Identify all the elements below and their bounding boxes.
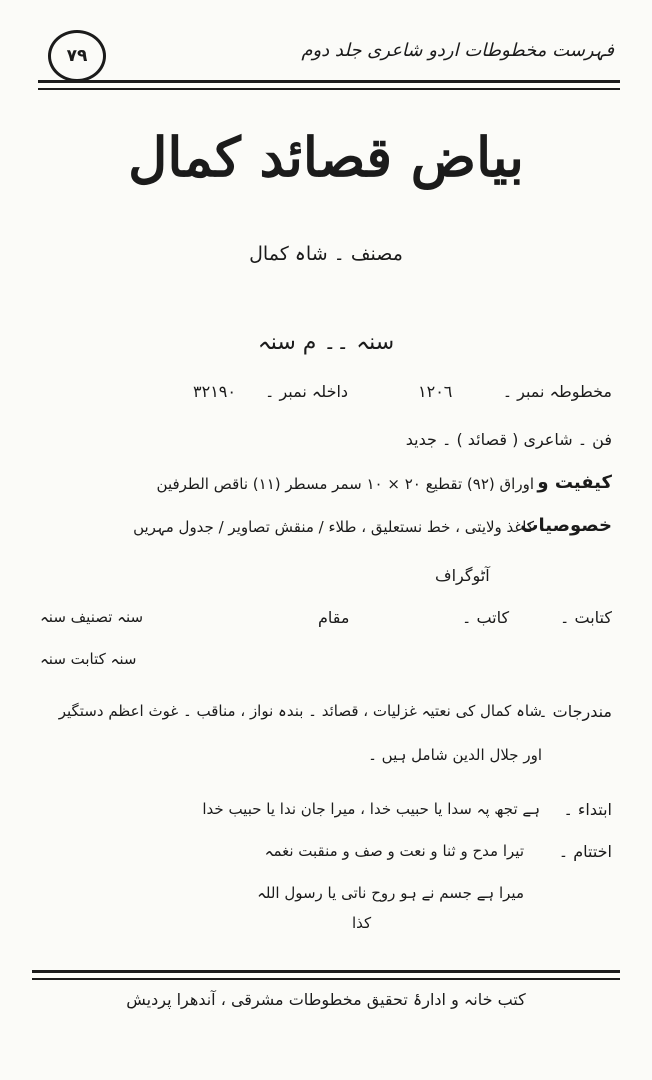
accession-label: داخلہ نمبر ۔ xyxy=(265,382,349,401)
footer-text: کتب خانہ و ادارۂ تحقیق مخطوطات مشرقی ، آندھرا پردیش xyxy=(126,990,526,1009)
year-copied: سنہ کتابت سنہ xyxy=(40,650,137,668)
autograph-note: آٹوگراف xyxy=(435,566,490,585)
genre-line: فن ۔ شاعری ( قصائد ) ۔ جدید xyxy=(405,430,612,449)
contents-line-1: شاہ کمال کی نعتیہ غزلیات ، قصائد ۔ بندہ نواز ، مناقب ۔ غوث اعظم دستگیر xyxy=(58,702,542,720)
kitabat-label: کتابت ۔ xyxy=(560,608,612,627)
beginning-label: ابتداء ۔ xyxy=(563,800,612,819)
manuscript-label: مخطوطہ نمبر ۔ xyxy=(502,382,612,401)
contents-label: مندرجات ۔ xyxy=(538,702,612,721)
kaifiyat-text: اوراق (٩٢) تقطیع ٢٠ × ١٠ سمر مسطر (١١) ناقص الطرفین xyxy=(156,475,534,493)
author-line: مصنف ۔ شاہ کمال xyxy=(249,243,403,265)
scribe-label: کاتب ۔ xyxy=(462,608,510,627)
year-composed: سنہ تصنیف سنہ xyxy=(40,608,144,626)
ending-line-2: میرا ہے جسم نے ہو روح ناتی یا رسول اللہ xyxy=(257,884,524,902)
header-rule-top xyxy=(38,80,620,83)
place-label: مقام xyxy=(318,608,350,627)
contents-line-2: اور جلال الدین شامل ہیں ۔ xyxy=(368,746,542,764)
ending-line-3: کذا xyxy=(352,914,372,932)
khususiyat-text: کاغذ ولایتی ، خط نستعلیق ، طلاء / منقش تصاویر / جدول مہریں xyxy=(133,518,534,536)
ending-line-1: تیرا مدح و ثنا و نعت و صف و منقبت نغمہ xyxy=(264,842,524,860)
beginning-text: ہے تجھ پہ سدا یا حبیب خدا ، میرا جان ندا یا حبیب خدا xyxy=(202,800,540,818)
kaifiyat-label: کیفیت و xyxy=(537,472,612,493)
page-title: بیاض قصائد کمال xyxy=(128,125,524,189)
page-number: ٧٩ xyxy=(48,30,106,82)
ending-label: اختتام ۔ xyxy=(558,842,612,861)
header-rule-bottom xyxy=(38,88,620,90)
running-header: فہرست مخطوطات اردو شاعری جلد دوم xyxy=(301,40,614,61)
footer-rule-bottom xyxy=(32,978,620,980)
footer-rule-top xyxy=(32,970,620,973)
manuscript-number: ١٢٠٦ xyxy=(418,382,453,401)
date-line: سنہ ۔۔ م سنہ xyxy=(257,330,395,355)
accession-number: ٣٢١٩٠ xyxy=(193,382,236,401)
khususiyat-label: خصوصیات xyxy=(520,515,612,536)
